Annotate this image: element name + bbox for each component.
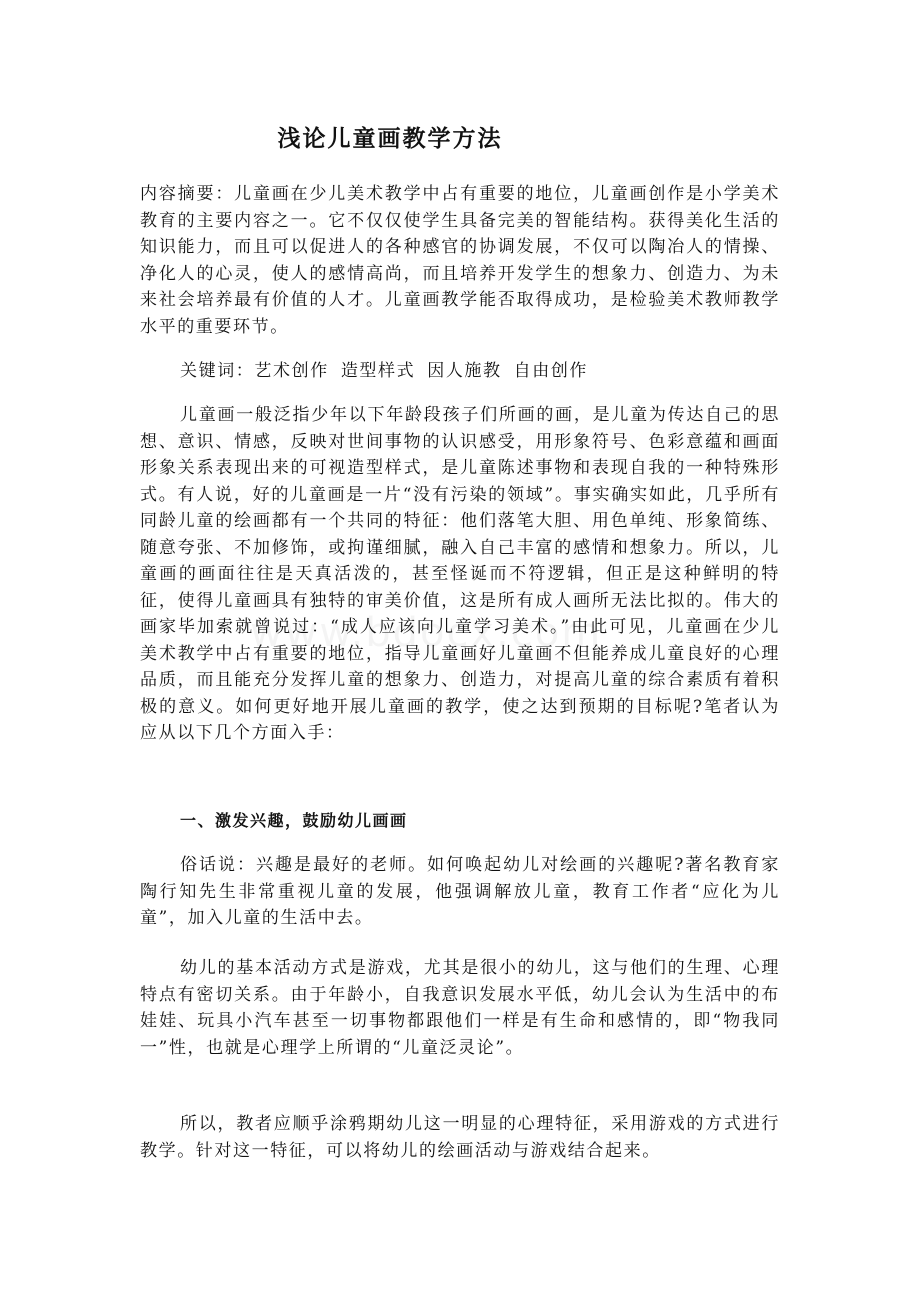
abstract-paragraph: 内容摘要：儿童画在少儿美术教学中占有重要的地位，儿童画创作是小学美术教育的主要内容之一。它不仅仅使学生具备完美的智能结构。获得美化生活的知识能力，而且可以促进人的各种感官的协调发展，不仅可以陶冶人的情操、净化人的心灵，使人的感情高尚，而且培养开发学生的想象力、创造力、为未来社会培养最有价值的人才。儿童画教学能否取得成功，是检验美术教师教学水平的重要环节。: [140, 184, 780, 337]
keyword-item: 造型样式: [340, 361, 416, 381]
body-paragraph: 俗话说：兴趣是最好的老师。如何唤起幼儿对绘画的兴趣呢?著名教育家陶行知先生非常重视儿童的发展，他强调解放儿童，教育工作者“应化为儿童”，加入儿童的生活中去。: [140, 855, 780, 928]
keyword-item: 因人施教: [427, 361, 502, 381]
body-paragraph: 幼儿的基本活动方式是游戏，尤其是很小的幼儿，这与他们的生理、心理特点有密切关系。由于年龄小，自我意识发展水平低，幼儿会认为生活中的布娃娃、玩具小汽车甚至一切事物都跟他们一样是有生命和感情的，即“物我同一”性，也就是心理学上所谓的“儿童泛灵论”。: [140, 958, 780, 1058]
document-title: 浅论儿童画教学方法: [277, 126, 503, 152]
keywords-line: [180, 356, 588, 381]
body-paragraph: 所以，教者应顺乎涂鸦期幼儿这一明显的心理特征，采用游戏的方式进行教学。针对这一特征，可以将幼儿的绘画活动与游戏结合起来。: [140, 1114, 780, 1161]
section-heading: 一、激发兴趣，鼓励幼儿画画: [180, 811, 408, 830]
keywords-label: 关键词：: [180, 361, 255, 381]
keyword-item: 自由创作: [513, 361, 589, 381]
keyword-item: 艺术创作: [254, 361, 329, 381]
intro-paragraph: 儿童画一般泛指少年以下年龄段孩子们所画的画，是儿童为传达自己的思想、意识、情感，反映对世间事物的认识感受，用形象符号、色彩意蕴和画面形象关系表现出来的可视造型样式，是儿童陈述事物和表现自我的一种特殊形式。有人说，好的儿童画是一片“没有污染的领域”。事实确实如此，几乎所有同龄儿童的绘画都有一个共同的特征：他们落笔大胆、用色单纯、形象简练、随意夸张、不加修饰，或拘谨细腻，融入自己丰富的感情和想象力。所以，儿童画的画面往往是天真活泼的，甚至怪诞而不符逻辑，但正是这种鲜明的特征，使得儿童画具有独特的审美价值，这是所有成人画所无法比拟的。伟大的画家毕加索就曾说过：“成人应该向儿童学习美术。”由此可见，儿童画在少儿美术教学中占有重要的地位，指导儿童画好儿童画不但能养成儿童良好的心理品质，而且能充分发挥儿童的想象力、创造力，对提高儿童的综合素质有着积极的意义。如何更好地开展儿童画的教学，使之达到预期的目标呢?笔者认为应从以下几个方面入手：: [140, 405, 780, 743]
